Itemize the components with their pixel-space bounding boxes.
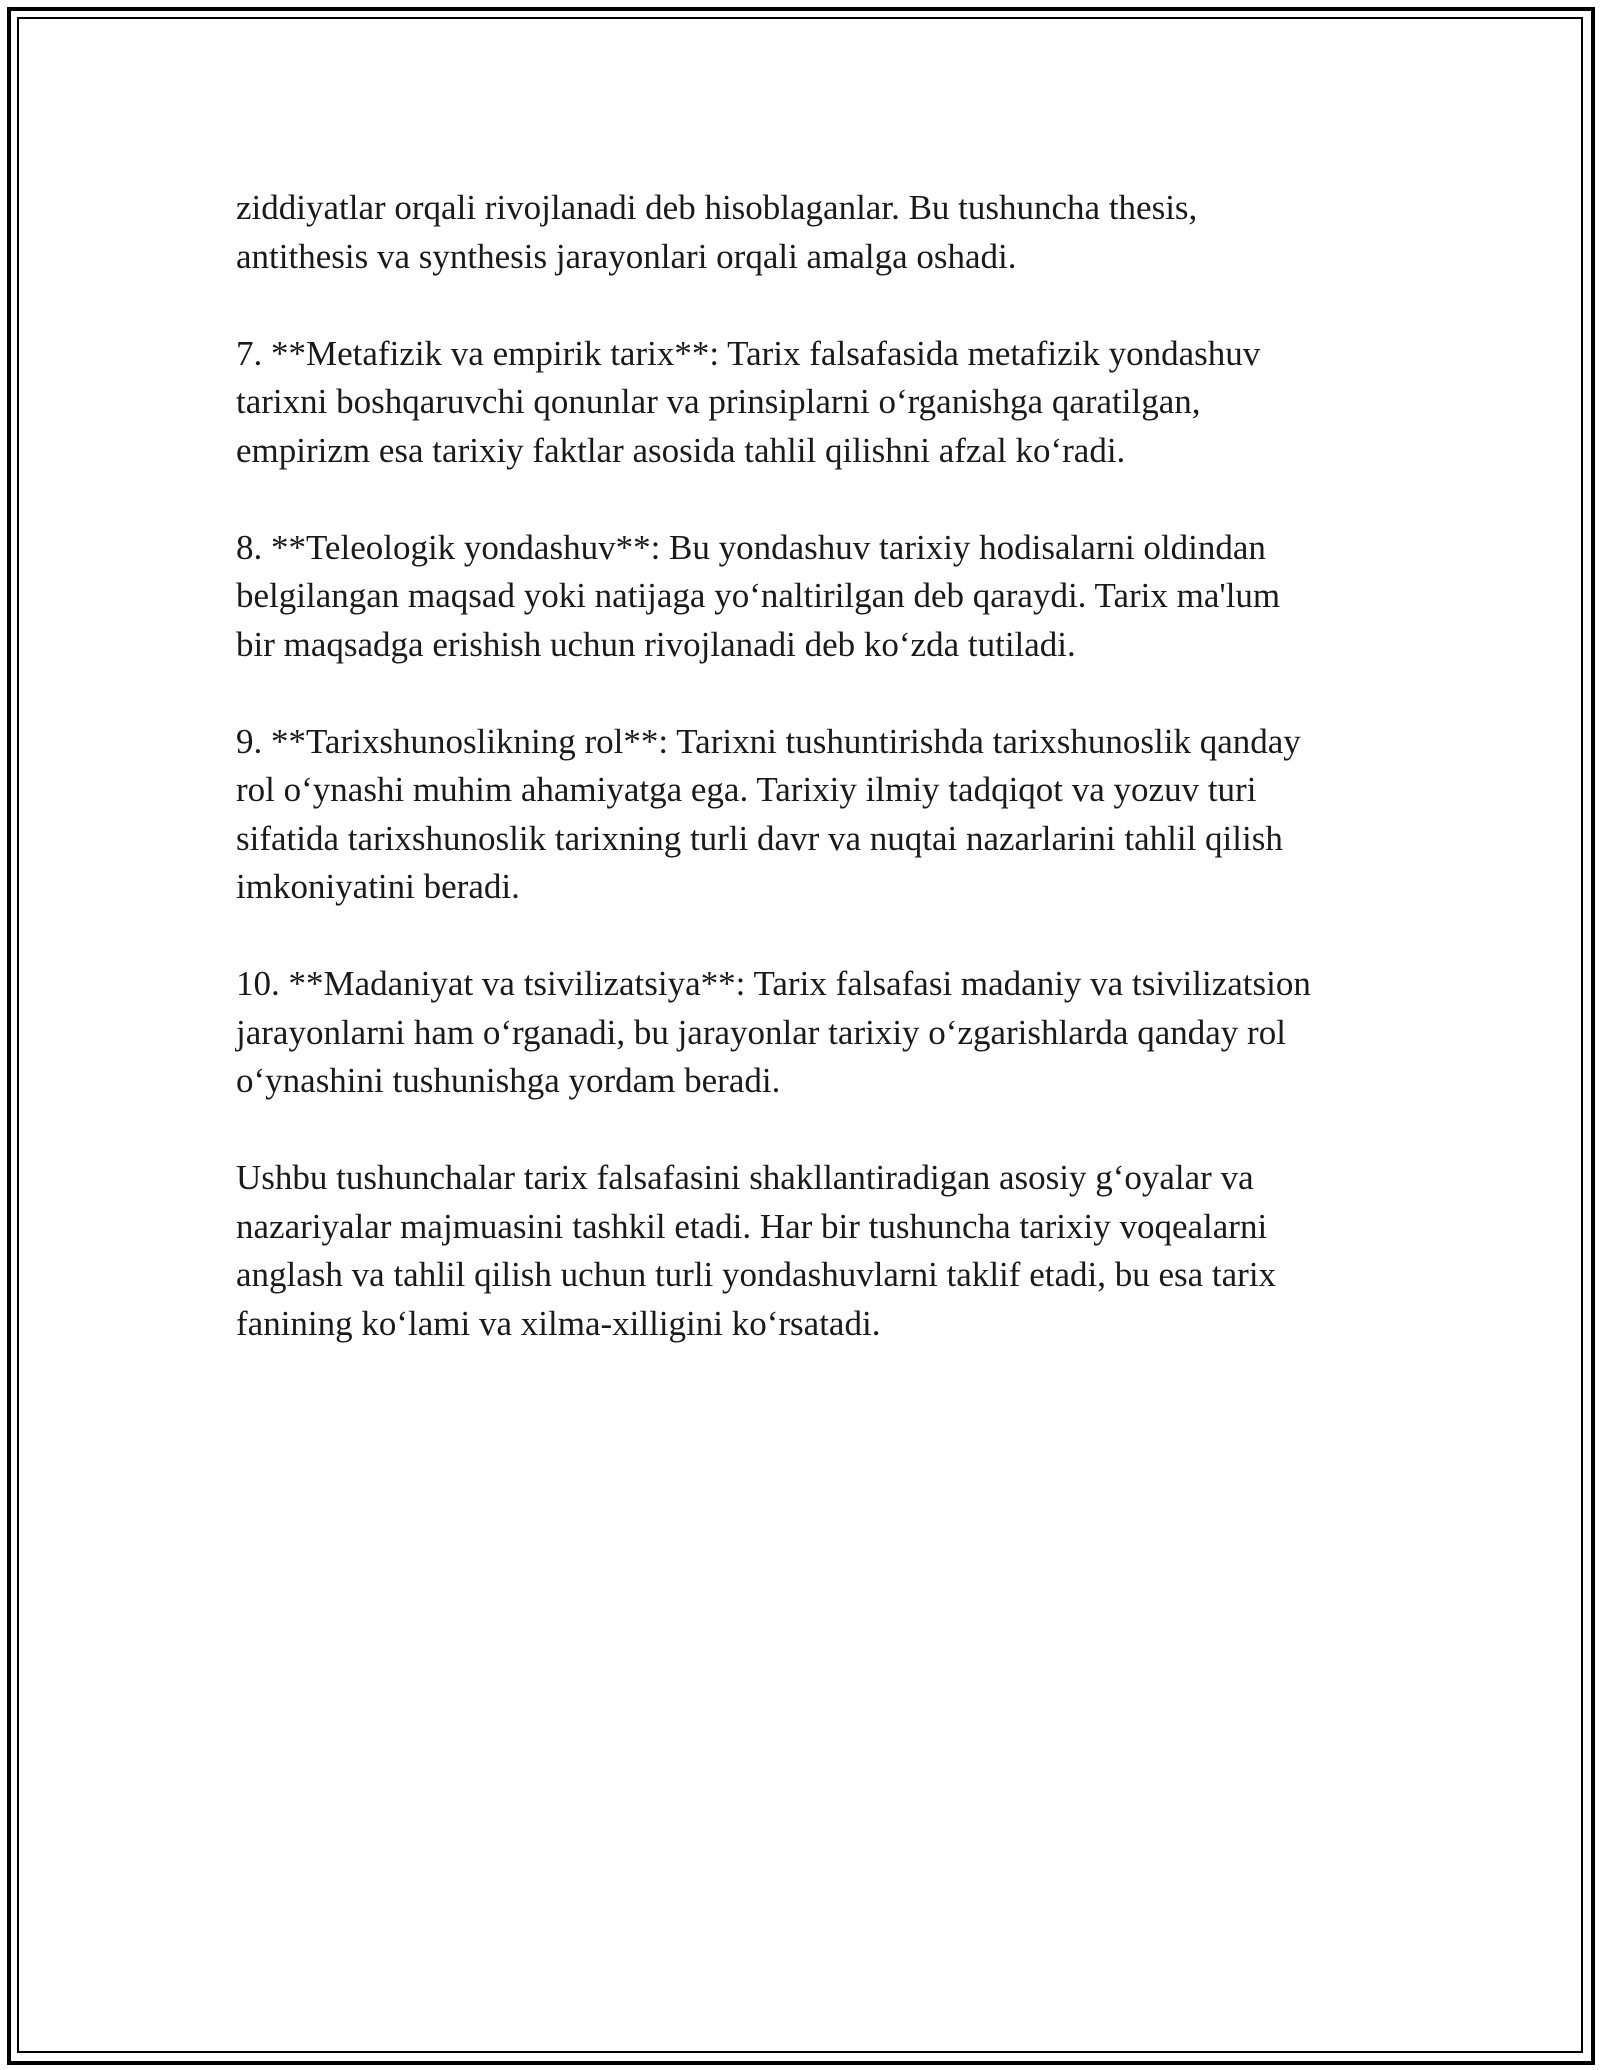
text-line: nazariyalar majmuasini tashkil etadi. Har bir tushuncha tarixiy voqealarni	[236, 1206, 1268, 1246]
paragraph-item-7	[236, 330, 1386, 476]
text-line: bir maqsadga erishish uchun rivojlanadi deb ko‘zda tutiladi.	[236, 624, 1076, 664]
text-line: antithesis va synthesis jarayonlari orqali amalga oshadi.	[236, 236, 1017, 276]
text-line: imkoniyatini beradi.	[236, 867, 520, 906]
text-line: 7. **Metafizik va empirik tarix**: Tarix falsafasida metafizik yondashuv	[236, 333, 1261, 373]
text-line: ziddiyatlar orqali rivojlanadi deb hisoblaganlar. Bu tushuncha thesis,	[236, 188, 1198, 227]
text-line: Ushbu tushunchalar tarix falsafasini shakllantiradigan asosiy g‘oyalar va	[236, 1158, 1254, 1197]
paragraph-dialectic-continuation	[236, 184, 1386, 281]
text-line: belgilangan maqsad yoki natijaga yo‘naltirilgan deb qaraydi. Tarix ma'lum	[236, 576, 1281, 615]
text-line: empirizm esa tarixiy faktlar asosida tahlil qilishni afzal ko‘radi.	[236, 430, 1126, 470]
text-line: tarixni boshqaruvchi qonunlar va prinsiplarni o‘rganishga qaratilgan,	[236, 382, 1201, 421]
paragraph-conclusion	[236, 1154, 1386, 1348]
text-line: o‘ynashini tushunishga yordam beradi.	[236, 1061, 781, 1100]
text-line: fanining ko‘lami va xilma-xilligini ko‘rsatadi.	[236, 1303, 881, 1343]
text-line: jarayonlarni ham o‘rganadi, bu jarayonlar tarixiy o‘zgarishlarda qanday rol	[236, 1012, 1286, 1052]
paragraph-item-10	[236, 960, 1386, 1106]
text-line: anglash va tahlil qilish uchun turli yondashuvlarni taklif etadi, bu esa tarix	[236, 1255, 1277, 1294]
text-line: 8. **Teleologik yondashuv**: Bu yondashuv tarixiy hodisalarni oldindan	[236, 527, 1266, 567]
document-body	[236, 184, 1386, 1397]
text-line: sifatida tarixshunoslik tarixning turli davr va nuqtai nazarlarini tahlil qilish	[236, 818, 1283, 858]
text-line: 9. **Tarixshunoslikning rol**: Tarixni tushuntirishda tarixshunoslik qanday	[236, 721, 1301, 761]
text-line: rol o‘ynashi muhim ahamiyatga ega. Tarixiy ilmiy tadqiqot va yozuv turi	[236, 770, 1257, 809]
paragraph-item-9	[236, 718, 1386, 912]
text-line: 10. **Madaniyat va tsivilizatsiya**: Tarix falsafasi madaniy va tsivilizatsion	[236, 964, 1311, 1003]
paragraph-item-8	[236, 524, 1386, 670]
